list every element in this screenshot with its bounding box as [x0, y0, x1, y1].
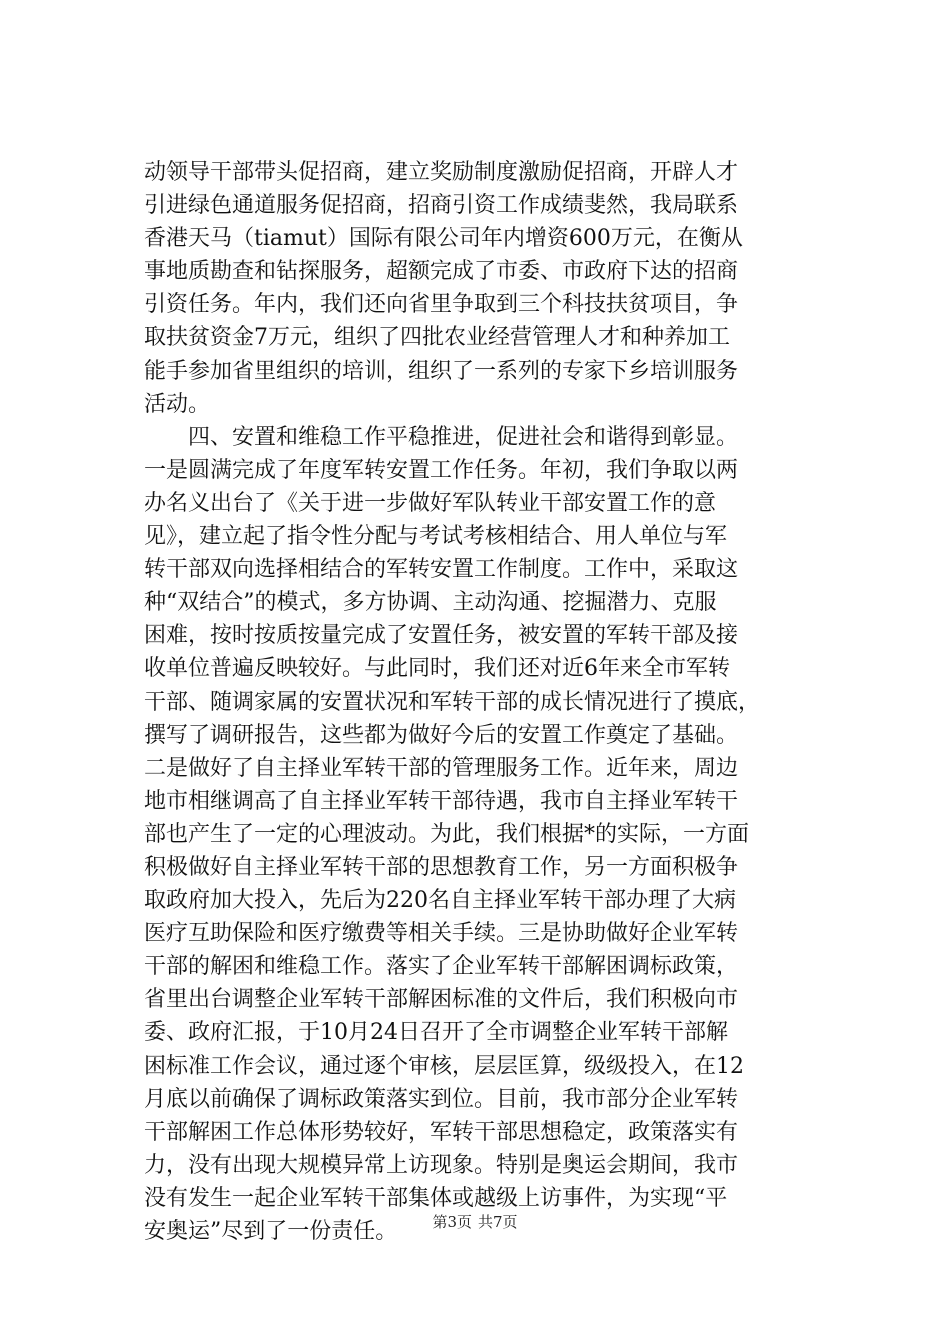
text-line: 种“双结合”的模式，多方协调、主动沟通、挖掘潜力、克服: [144, 590, 717, 616]
text-line: 二是做好了自主择业军转干部的管理服务工作。近年来，周边: [144, 755, 739, 781]
text-line: 收单位普遍反映较好。与此同时，我们还对近6年来全市军转: [144, 656, 730, 682]
text-line: 省里出台调整企业军转干部解困标准的文件后，我们积极向市: [144, 987, 739, 1013]
text-line: 事地质勘查和钻探服务，超额完成了市委、市政府下达的招商: [144, 259, 739, 285]
total-pages: 共7页: [478, 1213, 518, 1231]
text-line: 困标准工作会议，通过逐个审核，层层匡算，级级投入，在12: [144, 1053, 744, 1079]
page-footer: [0, 1211, 950, 1232]
text-line: 干部、随调家属的安置状况和军转干部的成长情况进行了摸底，: [144, 689, 761, 715]
text-line: 月底以前确保了调标政策落实到位。目前，我市部分企业军转: [144, 1086, 739, 1112]
text-line: 引进绿色通道服务促招商，招商引资工作成绩斐然，我局联系: [144, 193, 739, 219]
text-line: 地市相继调高了自主择业军转干部待遇，我市自主择业军转干: [144, 788, 739, 814]
section-heading-line: 四、安置和维稳工作平稳推进，促进社会和谐得到彰显。: [188, 424, 739, 450]
body-text: [144, 156, 844, 1248]
text-line: 干部解困工作总体形势较好，军转干部思想稳定，政策落实有: [144, 1119, 739, 1145]
text-line: 见》，建立起了指令性分配与考试考核相结合、用人单位与军: [144, 524, 728, 550]
text-line: 撰写了调研报告，这些都为做好今后的安置工作奠定了基础。: [144, 722, 739, 748]
text-line: 香港天马（tiamut）国际有限公司年内增资600万元，在衡从: [144, 226, 743, 252]
text-line: 没有发生一起企业军转干部集体或越级上访事件，为实现“平: [144, 1185, 728, 1211]
text-line: 办名义出台了《关于进一步做好军队转业干部安置工作的意: [144, 490, 717, 516]
text-line: 委、政府汇报，于10月24日召开了全市调整企业军转干部解: [144, 1020, 728, 1046]
text-line: 安奥运”尽到了一份责任。: [144, 1219, 398, 1244]
text-line: 引资任务。年内，我们还向省里争取到三个科技扶贫项目，争: [144, 292, 739, 318]
text-line: 取政府加大投入，先后为220名自主择业军转干部办理了大病: [144, 888, 736, 914]
text-line: 干部的解困和维稳工作。落实了企业军转干部解困调标政策，: [144, 954, 739, 980]
text-line: 积极做好自主择业军转干部的思想教育工作，另一方面积极争: [144, 854, 739, 880]
text-line: 医疗互助保险和医疗缴费等相关手续。三是协助做好企业军转: [144, 921, 739, 947]
text-line: 转干部双向选择相结合的军转安置工作制度。工作中，采取这: [144, 557, 739, 583]
text-line: 部也产生了一定的心理波动。为此，我们根据*的实际，一方面: [144, 821, 750, 847]
text-line: 动领导干部带头促招商，建立奖励制度激励促招商，开辟人才: [144, 160, 739, 185]
text-line: 力，没有出现大规模异常上访现象。特别是奥运会期间，我市: [144, 1152, 739, 1178]
text-line: 一是圆满完成了年度军转安置工作任务。年初，我们争取以两: [144, 457, 739, 483]
text-line: 取扶贫资金7万元，组织了四批农业经营管理人才和种养加工: [144, 325, 730, 351]
text-line: 活动。: [144, 391, 211, 417]
current-page-number: 第3页: [432, 1213, 472, 1231]
text-line: 能手参加省里组织的培训，组织了一系列的专家下乡培训服务: [144, 358, 739, 384]
text-line: 困难，按时按质按量完成了安置任务，被安置的军转干部及接: [144, 623, 739, 649]
